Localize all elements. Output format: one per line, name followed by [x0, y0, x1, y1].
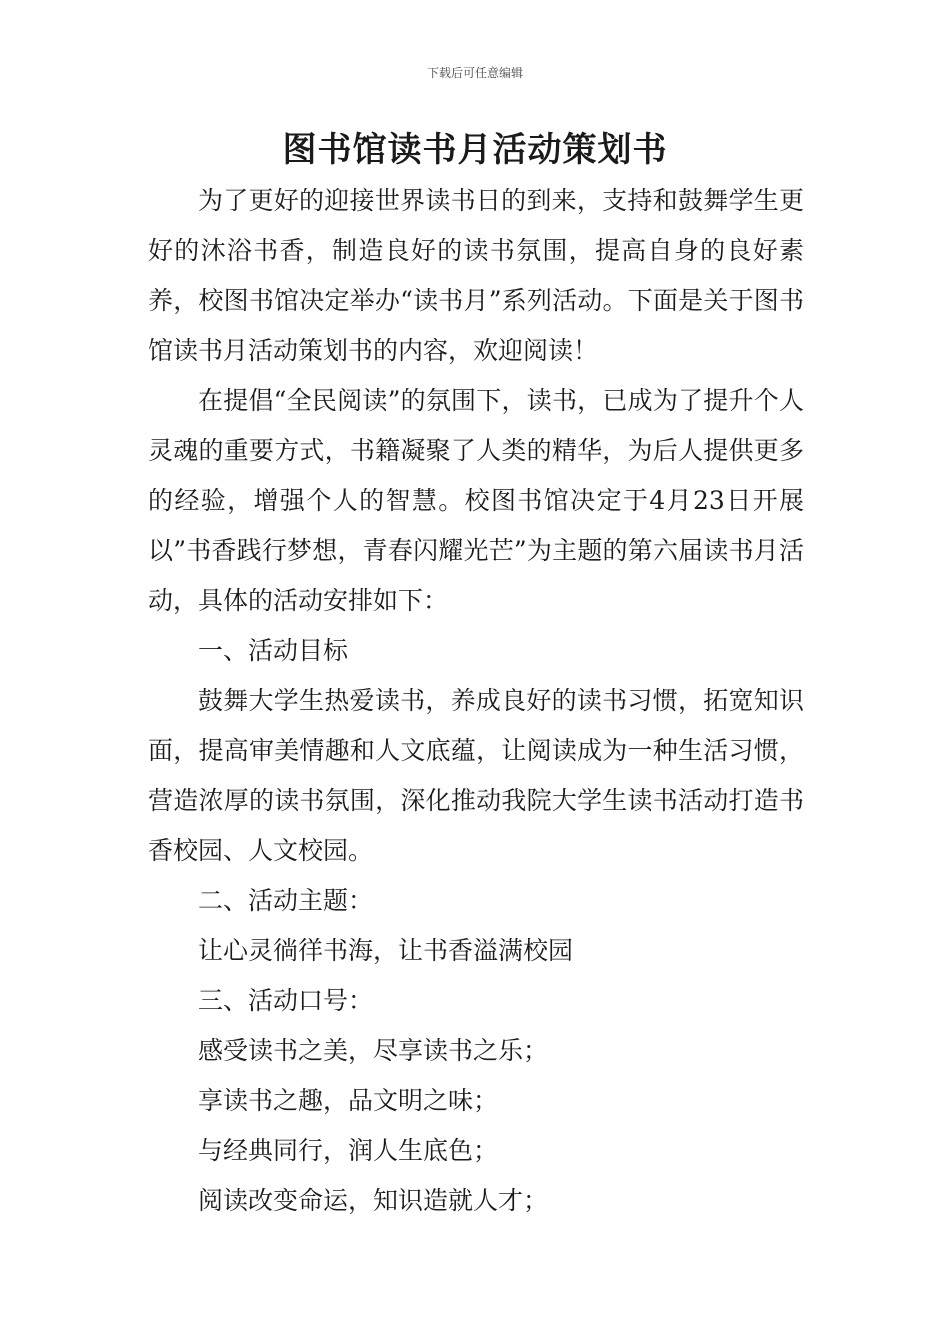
- background-paragraph: 在提倡“全民阅读”的氛围下，读书，已成为了提升个人灵魂的重要方式，书籍凝聚了人类的精华，为后人提供更多的经验，增强个人的智慧。校图书馆决定于4月23日开展以”书香践行梦想，青春闪耀光芒”为主题的第六届读书月活动，具体的活动安排如下：: [148, 386, 804, 615]
- goals-paragraph: 鼓舞大学生热爱读书，养成良好的读书习惯，拓宽知识面，提高审美情趣和人文底蕴，让阅读成为一种生活习惯，营造浓厚的读书氛围，深化推动我院大学生读书活动打造书香校园、人文校园。: [148, 686, 804, 865]
- theme-text: 让心灵徜徉书海，让书香溢满校园: [198, 936, 574, 965]
- section-heading-slogans: 三、活动口号：: [198, 986, 374, 1015]
- header-note: 下载后可任意编辑: [426, 66, 523, 80]
- slogan-item: 感受读书之美，尽享读书之乐；: [198, 1036, 549, 1065]
- document-body: [148, 176, 804, 1226]
- document-title: 图书馆读书月活动策划书: [282, 130, 668, 170]
- slogan-item: 阅读改变命运，知识造就人才；: [198, 1186, 549, 1215]
- section-heading-theme: 二、活动主题：: [198, 886, 374, 915]
- slogan-item: 享读书之趣，品文明之味；: [198, 1086, 499, 1115]
- section-heading-goals: 一、活动目标: [198, 636, 349, 665]
- slogan-item: 与经典同行，润人生底色；: [198, 1136, 499, 1165]
- intro-paragraph: 为了更好的迎接世界读书日的到来，支持和鼓舞学生更好的沐浴书香，制造良好的读书氛围，提高自身的良好素养，校图书馆决定举办“读书月”系列活动。下面是关于图书馆读书月活动策划书的内容，欢迎阅读！: [148, 186, 804, 365]
